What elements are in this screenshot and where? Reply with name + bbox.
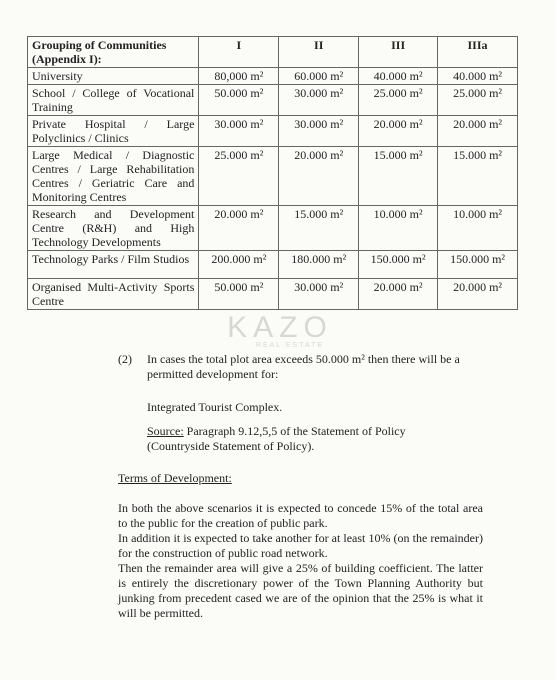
cell-value: 10.000 m² <box>359 206 438 251</box>
watermark-main: KAZO <box>227 311 333 344</box>
cell-value: 40.000 m² <box>438 68 518 85</box>
cell-value: 60.000 m² <box>279 68 359 85</box>
cell-value: 40.000 m² <box>359 68 438 85</box>
para2-body: In cases the total plot area exceeds 50.000 m² then there will be a permitted development for: <box>147 352 460 381</box>
cell-value: 30.000 m² <box>199 116 279 147</box>
cell-value: 50.000 m² <box>199 279 279 310</box>
cell-value: 30.000 m² <box>279 116 359 147</box>
table-header-row <box>28 37 518 68</box>
cell-value: 20.000 m² <box>359 116 438 147</box>
cell-value: 20.000 m² <box>279 147 359 206</box>
row-label: Organised Multi-Activity Sports Centre <box>28 279 199 310</box>
cell-value: 150.000 m² <box>438 251 518 279</box>
header-col-iii: III <box>359 37 438 68</box>
watermark-sub: REAL ESTATE <box>255 342 325 349</box>
cell-value: 10.000 m² <box>438 206 518 251</box>
source-body: Paragraph 9.12,5,5 of the Statement of Policy (Countryside Statement of Policy). <box>147 424 406 453</box>
row-label: School / College of Vocational Training <box>28 85 199 116</box>
cell-value: 25.000 m² <box>359 85 438 116</box>
cell-value: 15.000 m² <box>438 147 518 206</box>
source-note <box>147 424 467 454</box>
header-col-i: I <box>199 37 279 68</box>
table-row <box>28 85 518 116</box>
communities-table <box>27 36 518 310</box>
cell-value: 25.000 m² <box>438 85 518 116</box>
table-row <box>28 116 518 147</box>
cell-value: 20.000 m² <box>199 206 279 251</box>
cell-value: 20.000 m² <box>438 116 518 147</box>
cell-value: 15.000 m² <box>359 147 438 206</box>
table-row <box>28 68 518 85</box>
table-row <box>28 206 518 251</box>
cell-value: 30.000 m² <box>279 279 359 310</box>
header-col-iiia: IIIa <box>438 37 518 68</box>
source-label: Source: <box>147 424 184 438</box>
cell-value: 30.000 m² <box>279 85 359 116</box>
cell-value: 150.000 m² <box>359 251 438 279</box>
table-row <box>28 279 518 310</box>
terms-body <box>118 501 483 621</box>
row-label: Large Medical / Diagnostic Centres / Large Rehabilitation Centres / Geriatric Care and Monitoring Centres <box>28 147 199 206</box>
cell-value: 15.000 m² <box>279 206 359 251</box>
terms-heading: Terms of Development: <box>118 471 232 485</box>
table-row <box>28 251 518 279</box>
row-label: University <box>28 68 199 85</box>
cell-value: 200.000 m² <box>199 251 279 279</box>
terms-paragraph: In addition it is expected to take another for at least 10% (on the remainder) for the construction of public road network. <box>118 531 483 560</box>
header-label: Grouping of Communities (Appendix I): <box>28 37 199 68</box>
integrated-tourist-complex: Integrated Tourist Complex. <box>147 400 283 414</box>
kazo-watermark <box>210 312 350 350</box>
terms-paragraph: In both the above scenarios it is expected to concede 15% of the total area to the public for the creation of public park. <box>118 501 483 530</box>
cell-value: 80,000 m² <box>199 68 279 85</box>
terms-paragraph: Then the remainder area will give a 25% of building coefficient. The latter is entirely the discretionary power of the Town Planning Authority but junking from precedent cased we are of the opinion that the 25% is what it will be permitted. <box>118 561 483 620</box>
row-label: Private Hospital / Large Polyclinics / Clinics <box>28 116 199 147</box>
cell-value: 20.000 m² <box>438 279 518 310</box>
para2-number: (2) <box>118 352 132 366</box>
row-label: Research and Development Centre (R&H) and High Technology Developments <box>28 206 199 251</box>
header-col-ii: II <box>279 37 359 68</box>
cell-value: 20.000 m² <box>359 279 438 310</box>
table-row <box>28 147 518 206</box>
cell-value: 50.000 m² <box>199 85 279 116</box>
row-label: Technology Parks / Film Studios <box>28 251 199 279</box>
cell-value: 180.000 m² <box>279 251 359 279</box>
cell-value: 25.000 m² <box>199 147 279 206</box>
